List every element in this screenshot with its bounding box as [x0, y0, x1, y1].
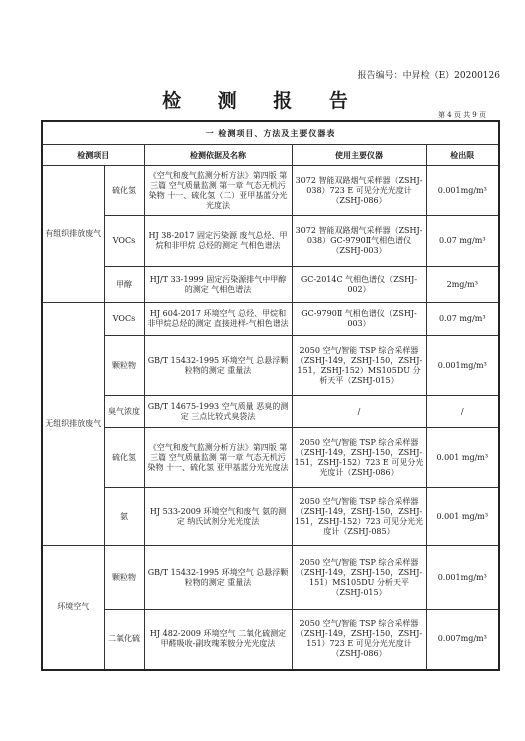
instrument-cell: 2050 空气/智能 TSP 综合采样器（ZSHJ-149，ZSHJ-150，ZSHJ-151）723 E 可见分光光度计（ZSHJ-086） — [292, 610, 426, 670]
method-cell: 《空气和废气监测分析方法》第四版 第三篇 空气质量监测 第一章 气态无机污染物 十一、硫化氢 亚甲基蓝分光光度法 — [144, 428, 292, 488]
table-row — [42, 546, 499, 610]
column-header-instrument: 使用主要仪器 — [292, 145, 426, 166]
limit-cell: 0.001mg/m³ — [426, 336, 499, 396]
table-row — [42, 336, 499, 396]
method-cell: GB/T 15432-1995 环境空气 总悬浮颗粒物的测定 重量法 — [144, 546, 292, 610]
page-title: 检 测 报 告 — [162, 90, 363, 112]
item-cell: VOCs — [104, 303, 144, 336]
limit-cell: 0.007mg/m³ — [426, 610, 499, 670]
item-cell: 颗粒物 — [104, 546, 144, 610]
section-title: 一 检测项目、方法及主要仪器表 — [42, 121, 499, 145]
limit-cell: 2mg/m³ — [426, 267, 499, 303]
instrument-cell: 2050 空气/智能 TSP 综合采样器（ZSHJ-149，ZSHJ-150，ZSHJ-151）MS105DU 分析天平（ZSHJ-015） — [292, 546, 426, 610]
item-cell: 二氧化硫 — [104, 610, 144, 670]
limit-cell: 0.001mg/m³ — [426, 166, 499, 216]
instrument-cell: 2050 空气/智能 TSP 综合采样器（ZSHJ-149，ZSHJ-150，ZSHJ-151，ZSHJ-152）723 可见分光光度计（ZSHJ-085） — [292, 488, 426, 546]
table-row — [42, 267, 499, 303]
report-number: 报告编号：中昇检（E）20200126 — [357, 71, 500, 81]
table-row — [42, 488, 499, 546]
table-row — [42, 303, 499, 336]
table-row — [42, 610, 499, 670]
table-row — [42, 166, 499, 216]
instrument-cell: 2050 空气/智能 TSP 综合采样器（ZSHJ-149，ZSHJ-150，ZSHJ-151，ZSHJ-152）MS105DU 分析天平（ZSHJ-015） — [292, 336, 426, 396]
limit-cell: / — [426, 396, 499, 428]
item-cell: 甲醇 — [104, 267, 144, 303]
column-header-row — [42, 145, 499, 166]
method-cell: GB/T 14675-1993 空气质量 恶臭的测定 三点比较式臭袋法 — [144, 396, 292, 428]
item-cell: 臭气浓度 — [104, 396, 144, 428]
method-cell: HJ 533-2009 环境空气和废气 氨的测定 纳氏试剂分光光度法 — [144, 488, 292, 546]
item-cell: 硫化氢 — [104, 166, 144, 216]
category-fugitive-emission: 无组织排放废气 — [42, 303, 104, 546]
instrument-cell: / — [292, 396, 426, 428]
limit-cell: 0.001mg/m³ — [426, 546, 499, 610]
page-indicator: 第 4 页 共 9 页 — [437, 111, 486, 119]
item-cell: VOCs — [104, 216, 144, 267]
item-cell: 硫化氢 — [104, 428, 144, 488]
instrument-cell: GC-9790Ⅱ 气相色谱仪（ZSHJ-003） — [292, 303, 426, 336]
item-cell: 氨 — [104, 488, 144, 546]
section-header-row — [42, 121, 499, 145]
limit-cell: 0.07 mg/m³ — [426, 303, 499, 336]
table-row — [42, 216, 499, 267]
instrument-cell: GC-2014C 气相色谱仪（ZSHJ-002） — [292, 267, 426, 303]
method-cell: HJ 482-2009 环境空气 二氧化硫测定 甲醛吸收-副玫瑰苯胺分光光度法 — [144, 610, 292, 670]
table-row — [42, 428, 499, 488]
category-ambient-air: 环境空气 — [42, 546, 104, 670]
limit-cell: 0.07 mg/m³ — [426, 216, 499, 267]
method-cell: 《空气和废气监测分析方法》第四版 第三篇 空气质量监测 第一章 气态无机污染物 十一、硫化氢（二）亚甲基蓝分光光度法 — [144, 166, 292, 216]
methods-instruments-table — [41, 120, 500, 671]
limit-cell: 0.001 mg/m³ — [426, 428, 499, 488]
method-cell: HJ 38-2017 固定污染源 废气总烃、甲烷和非甲烷 总烃的测定 气相色谱法 — [144, 216, 292, 267]
table-row — [42, 396, 499, 428]
column-header-limit: 检出限 — [426, 145, 499, 166]
instrument-cell: 2050 空气/智能 TSP 综合采样器（ZSHJ-149，ZSHJ-150，ZSHJ-151，ZSHJ-152）723 E 可见分光光度计（ZSHJ-086） — [292, 428, 426, 488]
instrument-cell: 3072 智能双路烟气采样器（ZSHJ-038）723 E 可见分光光度计（ZSHJ-086） — [292, 166, 426, 216]
method-cell: HJ 604-2017 环境空气 总烃、甲烷和非甲烷总烃的测定 直接进样-气相色谱法 — [144, 303, 292, 336]
column-header-item: 检测项目 — [42, 145, 144, 166]
item-cell: 颗粒物 — [104, 336, 144, 396]
method-cell: HJ/T 33-1999 固定污染源排气中甲醇的测定 气相色谱法 — [144, 267, 292, 303]
method-cell: GB/T 15432-1995 环境空气 总悬浮颗粒物的测定 重量法 — [144, 336, 292, 396]
instrument-cell: 3072 智能双路烟气采样器（ZSHJ-038）GC-9790Ⅱ气相色谱仪（ZSHJ-003） — [292, 216, 426, 267]
limit-cell: 0.001 mg/m³ — [426, 488, 499, 546]
category-organized-emission: 有组织排放废气 — [42, 166, 104, 303]
column-header-method: 检测依据及名称 — [144, 145, 292, 166]
